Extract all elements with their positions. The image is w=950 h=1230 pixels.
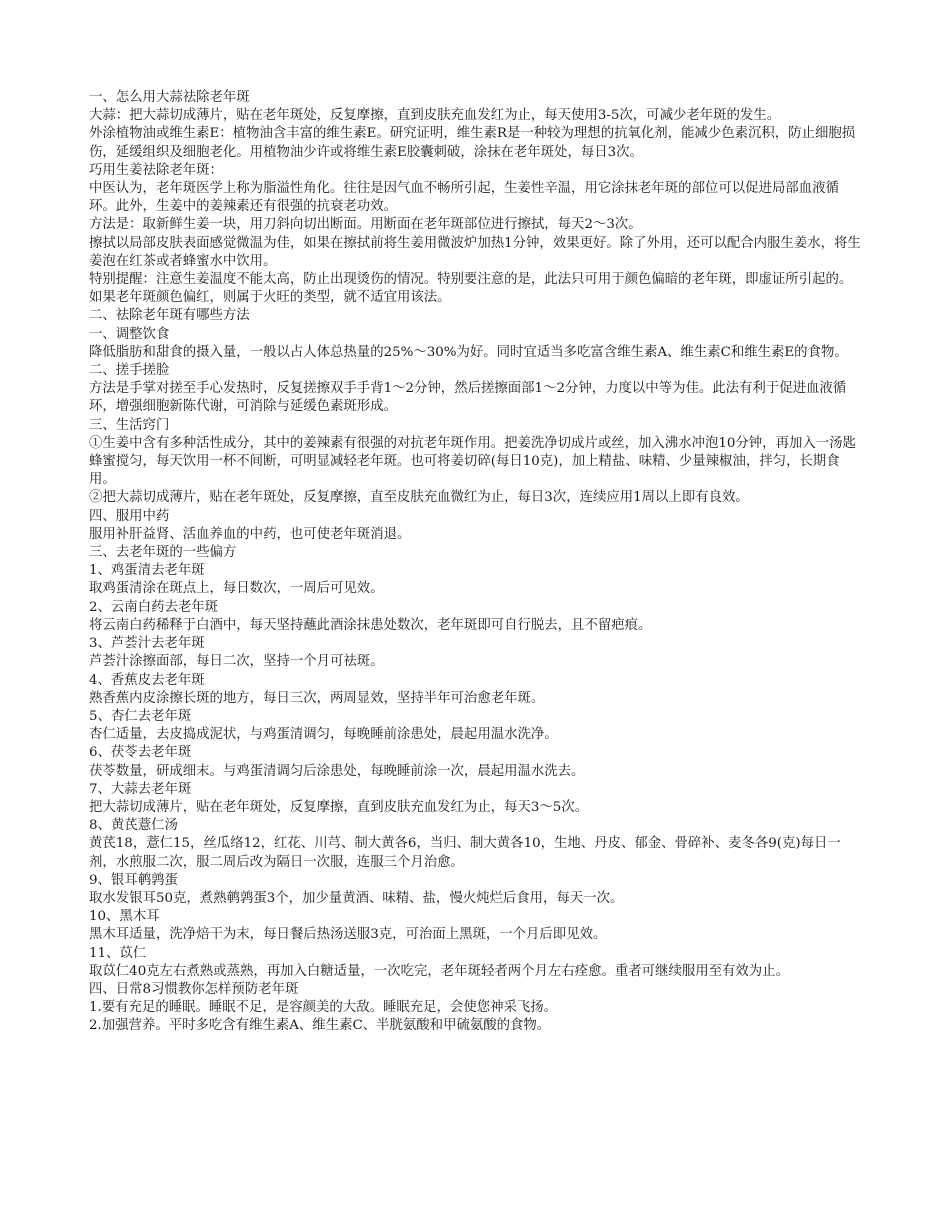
subheading-medicine: 四、服用中药	[89, 508, 170, 524]
paragraph: 茯苓数量，研成细末。与鸡蛋清调匀后涂患处，每晚睡前涂一次，晨起用温水洗去。	[89, 763, 585, 779]
paragraph: 芦荟汁涂擦面部，每日二次，坚持一个月可祛斑。	[89, 654, 384, 670]
section-heading-garlic: 一、怎么用大蒜祛除老年斑	[89, 90, 250, 105]
paragraph: 服用补肝益肾、活血养血的中药，也可使老年斑消退。	[89, 526, 411, 542]
habit-item: 1.要有充足的睡眠。睡眠不足，是容颜美的大敌。睡眠充足，会使您神采飞扬。	[89, 1000, 558, 1016]
section-heading-prevention: 四、日常8习惯教你怎样预防老年斑	[89, 981, 299, 997]
paragraph: 黄芪18，薏仁15，丝瓜络12，红花、川芎、制大黄各6，当归、制大黄各10，生地、丹皮、郁金、骨碎补、麦冬各9(克)每日一剂，水煎服二次，服二周后改为隔日一次服，连服三个月治愈。	[89, 836, 841, 870]
subheading-diet: 一、调整饮食	[89, 326, 170, 342]
remedy-title: 10、黑木耳	[89, 909, 160, 925]
subheading-tips: 三、生活窍门	[89, 417, 170, 433]
subheading-rub-hands: 二、搓手搓脸	[89, 363, 170, 379]
remedy-title: 7、大蒜去老年斑	[89, 781, 192, 797]
paragraph: ②把大蒜切成薄片，贴在老年斑处，反复摩擦，直至皮肤充血微红为止，每日3次，连续应用1周以上即有良效。	[89, 490, 749, 506]
paragraph: 取水发银耳50克，煮熟鹌鹑蛋3个，加少量黄酒、味精、盐，慢火炖烂后食用，每天一次。	[89, 890, 624, 906]
section-heading-methods: 二、祛除老年斑有哪些方法	[89, 308, 250, 324]
subheading-ginger: 巧用生姜祛除老年斑：	[89, 162, 223, 178]
paragraph: 取苡仁40克左右煮熟或蒸熟，再加入白糖适量，一次吃完，老年斑轻者两个月左右痊愈。重者可继续服用至有效为止。	[89, 963, 789, 979]
paragraph: 特别提醒：注意生姜温度不能太高，防止出现烫伤的情况。特别要注意的是，此法只可用于颜色偏暗的老年斑，即虚证所引起的。如果老年斑颜色偏红，则属于火旺的类型，就不适宜用该法。	[89, 272, 853, 306]
remedy-title: 8、黄芪薏仁汤	[89, 818, 178, 834]
paragraph: 擦拭以局部皮肤表面感觉微温为佳，如果在擦拭前将生姜用微波炉加热1分钟，效果更好。除了外用，还可以配合内服生姜水，将生姜泡在红茶或者蜂蜜水中饮用。	[89, 235, 861, 269]
remedy-title: 11、苡仁	[89, 945, 147, 961]
section-heading-remedies: 三、去老年斑的一些偏方	[89, 545, 237, 561]
paragraph: 熟香蕉内皮涂擦长斑的地方，每日三次，两周显效，坚持半年可治愈老年斑。	[89, 690, 545, 706]
habit-item: 2.加强营养。平时多吃含有维生素A、维生素C、半胱氨酸和甲硫氨酸的食物。	[89, 1018, 551, 1034]
remedy-title: 5、杏仁去老年斑	[89, 708, 192, 724]
document-body	[89, 89, 861, 1036]
paragraph: 大蒜：把大蒜切成薄片，贴在老年斑处，反复摩擦，直到皮肤充血发红为止，每天使用3-5次，可减少老年斑的发生。	[89, 108, 781, 124]
remedy-title: 4、香蕉皮去老年斑	[89, 672, 205, 688]
paragraph: 取鸡蛋清涂在斑点上，每日数次，一周后可见效。	[89, 581, 384, 597]
paragraph: 降低脂肪和甜食的摄入量，一般以占人体总热量的25%～30%为好。同时宜适当多吃富含维生素A、维生素C和维生素E的食物。	[89, 344, 848, 360]
paragraph: 外涂植物油或维生素E：植物油含丰富的维生素E。研究证明，维生素R是一种较为理想的抗氧化剂，能减少色素沉积，防止细胞损伤，延缓组织及细胞老化。用植物油少许或将维生素E胶囊刺破，涂抹在老年斑处，每日3次。	[89, 126, 856, 160]
paragraph: 黑木耳适量，洗净焙干为末，每日餐后热汤送服3克，可治面上黑斑，一个月后即见效。	[89, 927, 607, 943]
paragraph: 方法是：取新鲜生姜一块，用刀斜向切出断面。用断面在老年斑部位进行擦拭，每天2～3次。	[89, 217, 642, 233]
paragraph: 将云南白药稀释于白酒中，每天坚持蘸此酒涂抹患处数次，老年斑即可自行脱去，且不留疤痕。	[89, 617, 652, 633]
remedy-title: 3、芦荟汁去老年斑	[89, 636, 205, 652]
paragraph: 中医认为，老年斑医学上称为脂溢性角化。往往是因气血不畅所引起，生姜性辛温，用它涂抹老年斑的部位可以促进局部血液循环。此外，生姜中的姜辣素还有很强的抗衰老功效。	[89, 181, 839, 215]
paragraph: ①生姜中含有多种活性成分，其中的姜辣素有很强的对抗老年斑作用。把姜洗净切成片或丝，加入沸水冲泡10分钟，再加入一汤匙蜂蜜搅匀，每天饮用一杯不间断，可明显减轻老年斑。也可将姜切碎(每日10克)，加上精盐、味精、少量辣椒油，拌匀，长期食用。	[89, 435, 856, 488]
remedy-title: 6、茯苓去老年斑	[89, 745, 192, 761]
paragraph: 杏仁适量，去皮捣成泥状，与鸡蛋清调匀，每晚睡前涂患处，晨起用温水洗净。	[89, 727, 558, 743]
remedy-title: 2、云南白药去老年斑	[89, 599, 219, 615]
paragraph: 把大蒜切成薄片，贴在老年斑处，反复摩擦，直到皮肤充血发红为止，每天3～5次。	[89, 799, 589, 815]
paragraph: 方法是手掌对搓至手心发热时，反复搓擦双手手背1～2分钟，然后搓擦面部1～2分钟，力度以中等为佳。此法有利于促进血液循环，增强细胞新陈代谢，可消除与延缓色素斑形成。	[89, 381, 847, 415]
remedy-title: 1、鸡蛋清去老年斑	[89, 563, 205, 579]
remedy-title: 9、银耳鹌鹑蛋	[89, 872, 178, 888]
